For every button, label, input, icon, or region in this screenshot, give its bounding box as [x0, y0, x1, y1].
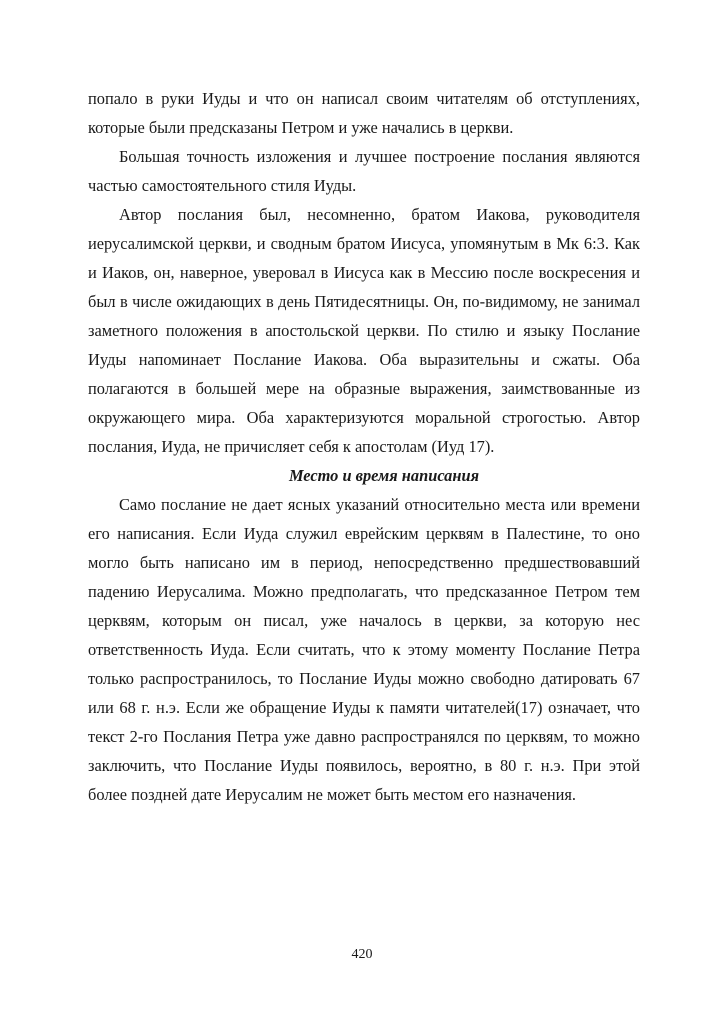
paragraph-author: Автор послания был, несомненно, братом Иакова, руководителя иерусалимской церкви, и сводным братом Иисуса, упомянутым в Мк 6:3. Как и Иаков, он, наверное, уверовал в Иисуса как в Мессию после воскресения и был в числе ожидающих в день Пятидесятницы. Он, по-видимому, не занимал заметного положения в апостольской церкви. По стилю и языку Послание Иуды напоминает Послание Иакова. Оба выразительны и сжаты. Оба полагаются в большей мере на образные выражения, заимствованные из окружающего мира. Оба характеризуются моральной строгостью. Автор послания, Иуда, не причисляет себя к апостолам (Иуд 17). — [88, 205, 640, 456]
paragraph-style: Большая точность изложения и лучшее построение послания являются частью самостоятельного стиля Иуды. — [88, 147, 640, 195]
section-heading: Место и время написания — [288, 466, 480, 485]
paragraph-continuation: попало в руки Иуды и что он написал своим читателям об отступлениях, которые были предсказаны Петром и уже начались в церкви. — [88, 89, 640, 137]
paragraph-place-time: Само послание не дает ясных указаний относительно места или времени его написания. Если Иуда служил еврейским церквям в Палестине, то оно могло быть написано им в период, непосредственно предшествовавший падению Иерусалима. Можно предполагать, что предсказанное Петром тем церквям, которым он писал, уже началось в церкви, за которую нес ответственность Иуда. Если считать, что к этому моменту Послание Петра только распространилось, то Послание Иуды можно свободно датировать 67 или 68 г. н.э. Если же обращение Иуды к памяти читателей(17) означает, что текст 2-го Послания Петра уже давно распространялся по церквям, то можно заключить, что Послание Иуды появилось, вероятно, в 80 г. н.э. При этой более поздней дате Иерусалим не может быть местом его назначения. — [88, 495, 640, 804]
page-body — [88, 84, 640, 809]
page-number: 420 — [351, 947, 373, 962]
